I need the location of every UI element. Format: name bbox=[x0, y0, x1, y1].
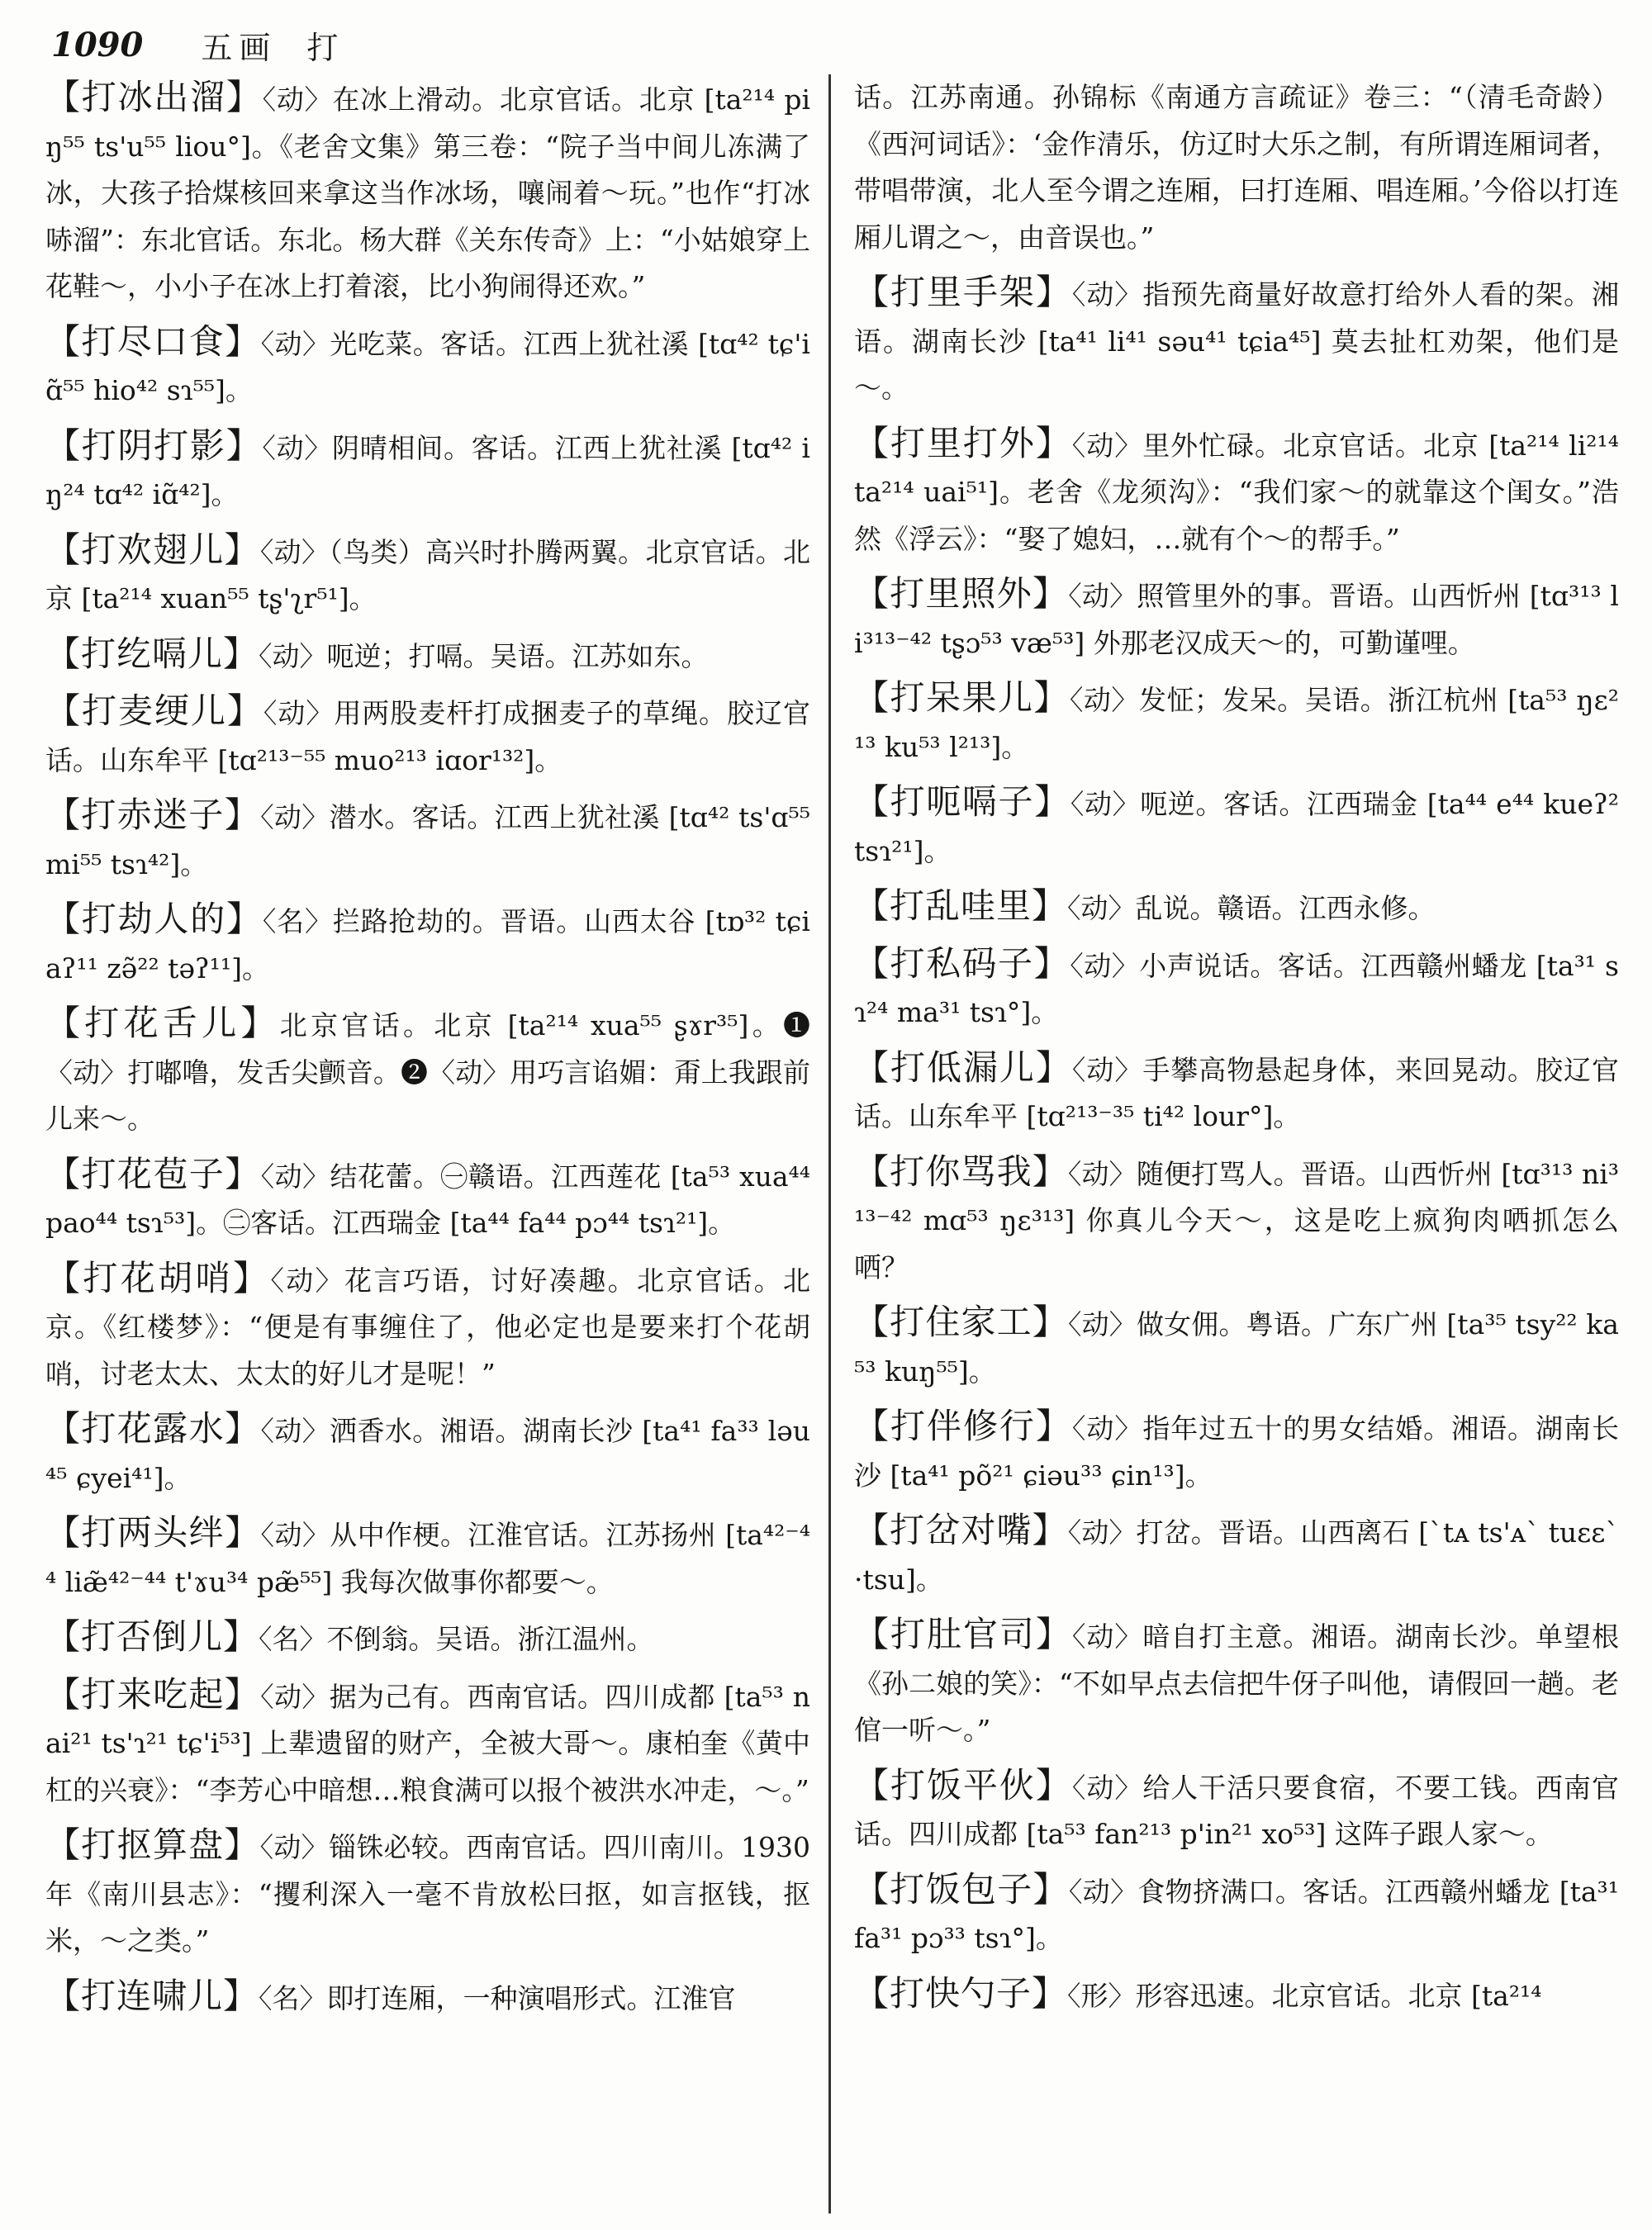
entry-body: 〈动〉做女佣。粤语。广东广州 [ta³⁵ tsy²² ka⁵³ kuŋ⁵⁵]。 bbox=[854, 1308, 1619, 1388]
headword: 【打麦绠儿】 bbox=[45, 690, 263, 731]
headword: 【打快勺子】 bbox=[854, 1972, 1068, 2014]
dictionary-entry bbox=[45, 319, 810, 415]
right-column bbox=[828, 74, 1619, 2213]
dictionary-entry bbox=[45, 1822, 810, 1965]
dictionary-entry bbox=[45, 1000, 810, 1143]
entry-body: 〈动〉随便打骂人。晋语。山西忻州 [tɑ³¹³ ni³¹³⁻⁴² mɑ⁵³ ŋɛ³¹³] 你真儿今天～，这是吃上疯狗肉哂抓怎么哂？ bbox=[854, 1157, 1619, 1283]
entry-body: 〈动〉用两股麦杆打成捆麦子的草绳。胶辽官话。山东牟平 [tɑ²¹³⁻⁵⁵ muo²¹³ iɑor¹³²]。 bbox=[45, 697, 810, 776]
dictionary-entry bbox=[854, 1611, 1619, 1754]
dictionary-entry bbox=[45, 896, 810, 992]
dictionary-entry bbox=[45, 792, 810, 888]
headword: 【打花露水】 bbox=[45, 1408, 261, 1449]
headword: 【打劫人的】 bbox=[45, 899, 263, 939]
headword: 【打岔对嘴】 bbox=[854, 1510, 1068, 1550]
headword: 【打你骂我】 bbox=[854, 1151, 1068, 1192]
dictionary-entry bbox=[45, 1672, 810, 1815]
headword: 【打阴打影】 bbox=[45, 425, 263, 466]
dictionary-entry bbox=[45, 1255, 810, 1398]
entry-body: 〈动〉结花蕾。㊀赣语。江西莲花 [ta⁵³ xua⁴⁴ pao⁴⁴ tsɿ⁵³]。㊁客话。江西瑞金 [ta⁴⁴ fa⁴⁴ pɔ⁴⁴ tsɿ²¹]。 bbox=[45, 1160, 810, 1239]
headword: 【打花舌儿】 bbox=[45, 1003, 280, 1043]
headword: 【打冰出溜】 bbox=[45, 77, 263, 117]
dictionary-entry bbox=[45, 527, 810, 623]
headword: 【打欢翅儿】 bbox=[45, 529, 260, 570]
headword: 【打连啸儿】 bbox=[45, 1975, 259, 2016]
headword: 【打抠算盘】 bbox=[45, 1824, 260, 1865]
headword: 【打私码子】 bbox=[854, 942, 1070, 984]
entry-body: 〈动〉指预先商量好故意打给外人看的架。湘语。湖南长沙 [ta⁴¹ li⁴¹ səu⁴¹ tɕia⁴⁵] 莫去扯杠劝架，他们是～。 bbox=[854, 278, 1619, 404]
headword: 【打来吃起】 bbox=[45, 1673, 261, 1715]
headword: 【打饭包子】 bbox=[854, 1868, 1069, 1910]
headword: 【打呃嗝子】 bbox=[854, 781, 1070, 822]
headword: 【打住家工】 bbox=[854, 1302, 1068, 1342]
dictionary-entry bbox=[854, 883, 1619, 932]
dictionary-entry bbox=[854, 571, 1619, 667]
dictionary-entry bbox=[854, 675, 1619, 771]
dictionary-columns bbox=[45, 74, 1619, 2213]
entry-body: 〈动〉乱说。赣语。江西永修。 bbox=[1067, 892, 1436, 924]
dictionary-entry bbox=[854, 1149, 1619, 1292]
page-section: 五画 bbox=[201, 29, 278, 66]
headword: 【打呆果儿】 bbox=[854, 677, 1070, 718]
entry-body: 〈动〉花言巧语，讨好凑趣。北京官话。北京。《红楼梦》：“便是有事缠住了，他必定也是要来打个花胡哨，讨老太太、太太的好儿才是呢！” bbox=[45, 1264, 810, 1390]
headword: 【打花胡哨】 bbox=[45, 1257, 271, 1298]
dictionary-entry bbox=[854, 1507, 1619, 1603]
headword: 【打否倒儿】 bbox=[45, 1616, 259, 1657]
entry-body: 〈动〉食物挤满口。客话。江西赣州蟠龙 [ta³¹ fa³¹ pɔ³³ tsɿ°]。 bbox=[854, 1875, 1619, 1954]
entry-body: 〈动〉给人干活只要食宿，不要工钱。西南官话。四川成都 [ta⁵³ fan²¹³ p'in²¹ xo⁵³] 这阵子跟人家～。 bbox=[854, 1771, 1619, 1850]
dictionary-entry bbox=[854, 1299, 1619, 1395]
dictionary-entry bbox=[854, 269, 1619, 412]
dictionary-entry bbox=[45, 1614, 810, 1663]
dictionary-entry bbox=[45, 1973, 810, 2023]
entry-body: 〈动〉里外忙碌。北京官话。北京 [ta²¹⁴ li²¹⁴ ta²¹⁴ uai⁵¹]。老舍《龙须沟》：“我们家～的就靠这个闺女。”浩然《浮云》：“娶了媳妇，…就有个～的帮手。” bbox=[854, 429, 1619, 555]
left-column bbox=[45, 74, 828, 2213]
dictionary-entry bbox=[45, 74, 810, 311]
headword: 【打纥嗝儿】 bbox=[45, 633, 259, 674]
entry-body: 〈动〉洒香水。湘语。湖南长沙 [ta⁴¹ fa³³ ləu⁴⁵ ɕyei⁴¹]。 bbox=[45, 1415, 810, 1494]
entry-body: 〈动〉从中作梗。江淮官话。江苏扬州 [ta⁴²⁻⁴⁴ liæ̃⁴²⁻⁴⁴ t'ɤu³⁴ pæ̃⁵⁵] 我每次做事你都要～。 bbox=[45, 1519, 810, 1598]
dictionary-entry bbox=[45, 631, 810, 681]
dictionary-entry bbox=[45, 1510, 810, 1606]
dictionary-entry bbox=[854, 1763, 1619, 1858]
dictionary-entry bbox=[854, 1867, 1619, 1962]
headword: 【打乱哇里】 bbox=[854, 885, 1068, 926]
headword: 【打两头绊】 bbox=[45, 1512, 261, 1553]
entry-body: 〈名〉即打连厢，一种演唱形式。江淮官 bbox=[259, 1981, 736, 2014]
headword: 【打肚官司】 bbox=[854, 1614, 1072, 1654]
entry-body: 北京官话。北京 [ta²¹⁴ xua⁵⁵ ʂɤr³⁵]。❶〈动〉打嘟噜，发舌尖颤音。❷〈动〉用巧言谄媚：甭上我跟前儿来～。 bbox=[45, 1009, 810, 1135]
dictionary-entry bbox=[854, 1971, 1619, 2020]
entry-body: 〈形〉形容迅速。北京官话。北京 [ta²¹⁴ bbox=[1067, 1979, 1542, 2012]
entry-body: 〈动〉呃逆；打嗝。吴语。江苏如东。 bbox=[259, 639, 709, 672]
entry-body: 〈动〉暗自打主意。湘语。湖南长沙。单望根《孙二娘的笑》：“不如早点去信把牛伢子叫他，请假回一趟。老倌一听～。” bbox=[854, 1620, 1619, 1746]
dictionary-entry bbox=[854, 1045, 1619, 1141]
entry-body: 〈名〉拦路抢劫的。晋语。山西太谷 [tɒ³² tɕiaʔ¹¹ zə̃²² təʔ¹¹]。 bbox=[45, 905, 810, 985]
dictionary-entry bbox=[45, 1406, 810, 1502]
entry-body: 〈动〉呃逆。客话。江西瑞金 [ta⁴⁴ e⁴⁴ kueʔ² tsɿ²¹]。 bbox=[854, 788, 1619, 867]
entry-body: 〈动〉潜水。客话。江西上犹社溪 [tɑ⁴² ts'ɑ⁵⁵ mi⁵⁵ tsɿ⁴²]。 bbox=[45, 801, 810, 880]
headword: 【打饭平伙】 bbox=[854, 1764, 1072, 1805]
headword: 【打伴修行】 bbox=[854, 1406, 1072, 1446]
headword: 【打花苞子】 bbox=[45, 1153, 261, 1194]
entry-body: 〈动〉锱铢必较。西南官话。四川南川。1930年《南川县志》：“攫利深入一毫不肯放松曰抠，如言抠钱，抠米，～之类。” bbox=[45, 1831, 810, 1957]
page-header-char: 打 bbox=[306, 29, 339, 66]
headword: 【打里照外】 bbox=[854, 573, 1069, 614]
entry-body: 〈名〉不倒翁。吴语。浙江温州。 bbox=[259, 1623, 654, 1655]
entry-body: 〈动〉发怔；发呆。吴语。浙江杭州 [ta⁵³ ŋɛ²¹³ ku⁵³ l²¹³]。 bbox=[854, 684, 1619, 763]
entry-body: 〈动〉指年过五十的男女结婚。湘语。湖南长沙 [ta⁴¹ põ²¹ ɕiəu³³ ɕin¹³]。 bbox=[854, 1412, 1619, 1492]
dictionary-entry bbox=[854, 779, 1619, 875]
page-header bbox=[51, 18, 1604, 71]
headword: 【打里手架】 bbox=[854, 272, 1072, 312]
dictionary-entry bbox=[854, 1403, 1619, 1499]
dictionary-entry bbox=[45, 1151, 810, 1247]
entry-body: 〈动〉打岔。晋语。山西离石 [ˋtᴀ ts'ᴀˋ tuɛɛˋ ·tsu]。 bbox=[854, 1516, 1619, 1596]
entry-body: 〈动〉在冰上滑动。北京官话。北京 [ta²¹⁴ piŋ⁵⁵ ts'u⁵⁵ liou°]。《老舍文集》第三卷：“院子当中间儿冻满了冰，大孩子拾煤核回来拿这当作冰场，嚷闹着～玩。”也作“打冰哧溜”：东北官话。东北。杨大群《关东传奇》上：“小姑娘穿上花鞋～，小小子在冰上打着滚，比小狗闹得还欢。” bbox=[45, 83, 810, 302]
dictionary-entry bbox=[854, 420, 1619, 563]
entry-body: 〈动〉小声说话。客话。江西赣州蟠龙 [ta³¹ sɿ²⁴ ma³¹ tsɿ°]。 bbox=[854, 949, 1619, 1028]
entry-body: 〈动〉（鸟类）高兴时扑腾两翼。北京官话。北京 [ta²¹⁴ xuan⁵⁵ tʂ'ʅr⁵¹]。 bbox=[45, 535, 810, 614]
dictionary-entry bbox=[854, 941, 1619, 1037]
headword: 【打赤迷子】 bbox=[45, 795, 261, 835]
headword: 【打尽口食】 bbox=[45, 320, 261, 362]
headword: 【打里打外】 bbox=[854, 422, 1072, 463]
page-number: 1090 bbox=[51, 25, 144, 64]
entry-body: 〈动〉光吃菜。客话。江西上犹社溪 [tɑ⁴² tɕ'iɑ̃⁵⁵ hio⁴² sɿ⁵⁵]。 bbox=[45, 327, 810, 406]
entry-body: 〈动〉照管里外的事。晋语。山西忻州 [tɑ³¹³ li³¹³⁻⁴² tʂɔ⁵³ væ⁵³] 外那老汉成天～的，可勤谨哩。 bbox=[854, 580, 1619, 659]
entry-body: 〈动〉手攀高物悬起身体，来回晃动。胶辽官话。山东牟平 [tɑ²¹³⁻³⁵ ti⁴² lour°]。 bbox=[854, 1053, 1619, 1132]
headword: 【打低漏儿】 bbox=[854, 1046, 1072, 1088]
entry-body: 〈动〉阴晴相间。客话。江西上犹社溪 [tɑ⁴² iŋ²⁴ tɑ⁴² iɑ̃⁴²]。 bbox=[45, 431, 810, 510]
dictionary-entry bbox=[45, 688, 810, 784]
entry-continuation: 话。江苏南通。孙锦标《南通方言疏证》卷三：“（清毛奇龄）《西河词话》：‘金作清乐，仿辽时大乐之制，有所谓连厢词者，带唱带演，北人至今谓之连厢，曰打连厢、唱连厢。’今俗以打连厢儿谓之～，由音误也。” bbox=[854, 81, 1619, 254]
entry-body: 〈动〉据为己有。西南官话。四川成都 [ta⁵³ nai²¹ ts'ɿ²¹ tɕ'i⁵³] 上辈遗留的财产，全被大哥～。康柏奎《黄中杠的兴衰》：“李芳心中暗想…粮食满可以报个被洪水冲走，～。” bbox=[45, 1680, 810, 1806]
dictionary-entry bbox=[45, 423, 810, 519]
